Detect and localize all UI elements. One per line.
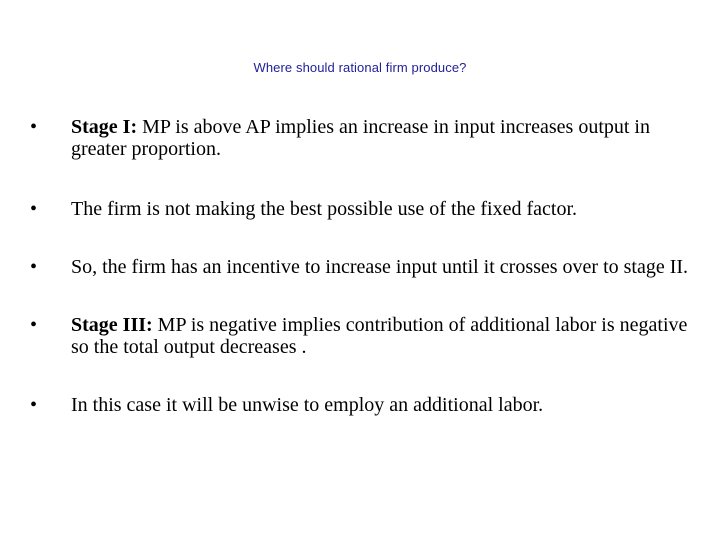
bullet-icon: • — [30, 394, 38, 416]
bullet-text: The firm is not making the best possible use of the fixed factor. — [71, 198, 577, 220]
bullet-icon: • — [30, 314, 38, 336]
bullet-list — [30, 116, 690, 416]
bullet-text: In this case it will be unwise to employ an additional labor. — [71, 394, 544, 416]
bullet-item-stage-one — [30, 116, 690, 160]
bullet-item-fixed-factor — [30, 198, 690, 220]
bullet-text: So, the firm has an incentive to increase input until it crosses over to stage II. — [71, 256, 689, 278]
bullet-icon: • — [30, 198, 38, 220]
bullet-item-unwise — [30, 394, 690, 416]
slide-title: Where should rational firm produce? — [253, 60, 467, 75]
bullet-icon: • — [30, 116, 38, 138]
bullet-label: Stage I: — [71, 116, 138, 138]
bullet-icon: • — [30, 256, 38, 278]
bullet-label: Stage III: — [71, 314, 153, 336]
bullet-text: MP is above AP implies an increase in input increases output in greater proportion. — [71, 116, 650, 160]
bullet-text: MP is negative implies contribution of additional labor is negative so the total output decreases . — [71, 314, 688, 358]
bullet-item-incentive — [30, 256, 690, 278]
bullet-item-stage-three — [30, 314, 690, 358]
